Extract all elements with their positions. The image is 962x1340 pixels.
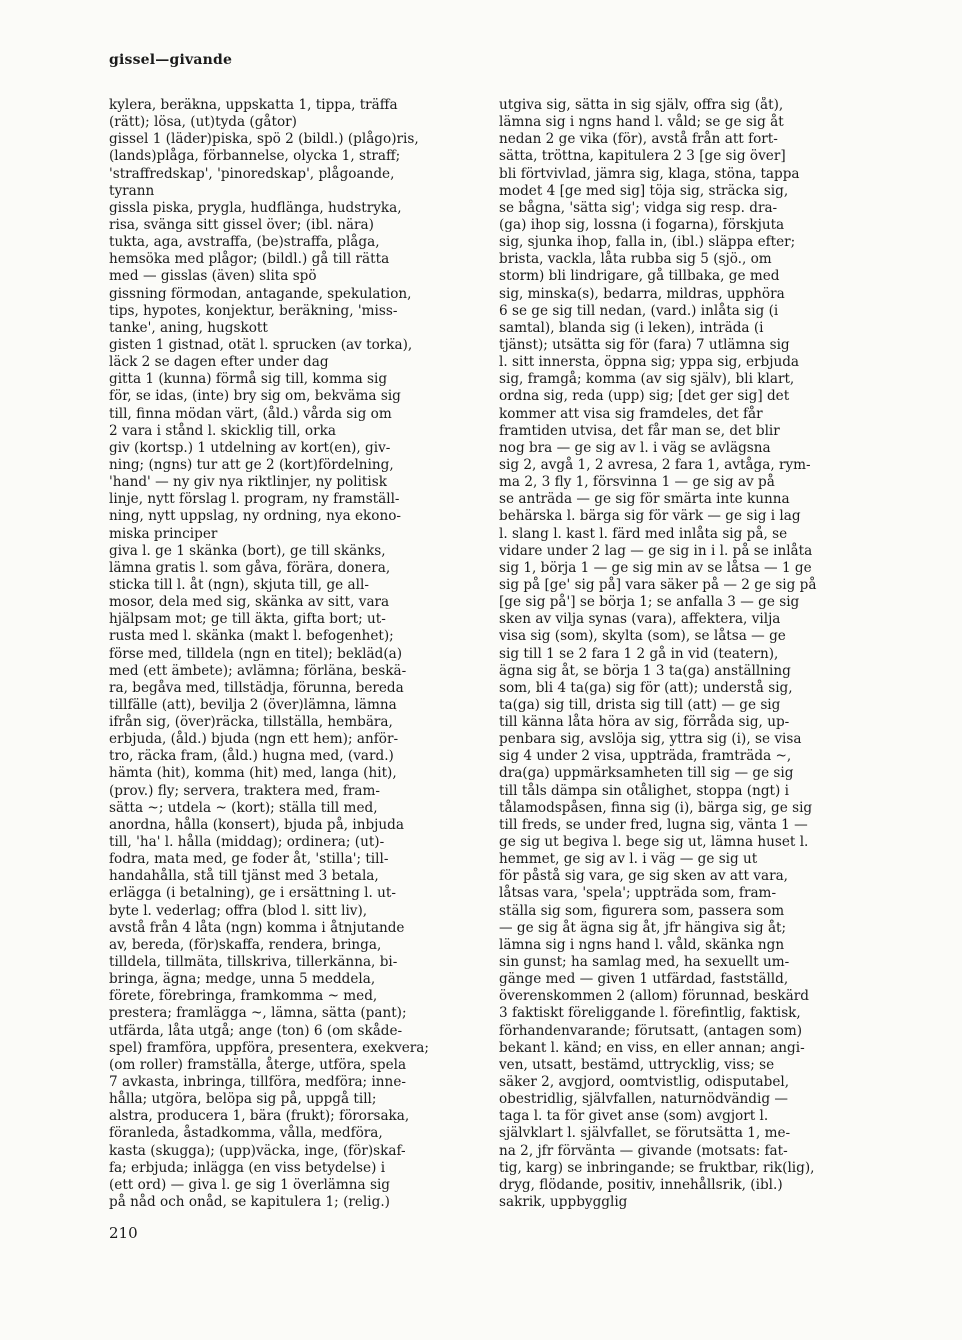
text-line: na 2, jfr förvänta — givande (motsats: fat- — [499, 1142, 788, 1159]
text-line: hålla; utgöra, belöpa sig på, uppgå till; — [109, 1091, 377, 1108]
text-line: byte l. vederlag; offra (blod l. sitt liv), — [109, 902, 368, 919]
text-line: framtiden utvisa, det får man se, det blir — [499, 422, 780, 439]
text-line: obestridlig, självfallen, naturnödvändig — — [499, 1091, 788, 1108]
text-line: risa, svänga sitt gissel över; (ibl. nära) — [109, 216, 374, 233]
text-line: förhandenvarande; förutsatt, (antagen som) — [499, 1022, 803, 1039]
text-line: (lands)plåga, förbannelse, olycka 1, straff; — [109, 148, 401, 165]
text-line: låtsas vara, 'spela'; uppträda som, fram- — [499, 885, 777, 902]
text-line: modet 4 [ge med sig] töja sig, sträcka sig, — [499, 182, 789, 199]
text-line: hämta (hit), komma (hit) med, langa (hit), — [109, 765, 397, 782]
text-line: till känna låta höra av sig, förråda sig, up- — [499, 714, 790, 731]
text-line: sken av vilja synas (vara), affektera, vilja — [499, 611, 781, 628]
text-line: för, se idas, (inte) bry sig om, bekväma sig — [109, 388, 401, 405]
text-line: till, finna mödan värt, (åld.) vårda sig om — [109, 405, 392, 422]
text-line: l. slang l. kast l. färd med inlåta sig på, se — [499, 525, 788, 542]
text-line: nedan 2 ge vika (för), avstå från att fort- — [499, 131, 778, 148]
text-line: som, bli 4 ta(ga) sig för (att); understå sig, — [499, 679, 793, 696]
text-line: prestera; framlägga ~, lämna, sätta (pant); — [109, 1005, 407, 1022]
text-line: kylera, beräkna, uppskatta 1, tippa, träffa — [109, 97, 398, 113]
text-line: tålamodspåsen, finna sig (i), bärga sig, ge sig — [499, 799, 813, 816]
text-line: hjälpsam mot; ge till äkta, gifta bort; ut- — [109, 611, 386, 628]
text-line: [ge sig på'] se börja 1; se anfalla 3 — ge sig — [499, 594, 800, 611]
text-line: med (ett ämbete); avlämna; förläna, beskä- — [109, 662, 407, 679]
text-line: behärska l. bärga sig för värk — ge sig i lag — [499, 508, 801, 525]
text-line: gänge med — given 1 utfärdad, fastställd, — [499, 971, 789, 988]
text-line: gissel 1 (läder)piska, spö 2 (bildl.) (plågo)ris, — [109, 131, 419, 148]
text-line: lämna sig i ngns hand l. våld, skänka ngn — [499, 936, 785, 953]
text-line: tjänst); utsätta sig för (fara) 7 utlämna sig — [499, 336, 790, 353]
text-line: rusta med l. skänka (makt l. befogenhet); — [109, 628, 394, 645]
text-line: sig till 1 se 2 fara 1 2 gå in vid (teatern), — [499, 645, 779, 662]
text-line: taga l. ta för givet anse (som) avgjort l. — [499, 1108, 769, 1125]
text-line: till freds, se under fred, lugna sig, vänta 1 — — [499, 816, 808, 833]
text-line: erbjuda, (åld.) bjuda (ngn ett hem); anför- — [109, 731, 399, 748]
text-line: tillfälle (att), bevilja 2 (över)lämna, lämna — [109, 696, 397, 713]
text-line: ning; (ngns) tur att ge 2 (kort)fördelning, — [109, 456, 394, 473]
page-header: gissel—givande — [109, 52, 233, 68]
text-line: (prov.) fly; servera, traktera med, fram- — [109, 782, 380, 799]
text-line: ning, nytt uppslag, ny ordning, nya ekono- — [109, 508, 402, 525]
text-line: med — gisslas (även) slita spö — [109, 268, 317, 285]
text-line: sticka till l. åt (ngn), skjuta till, ge all- — [109, 576, 369, 593]
text-line: överenskommen 2 (allom) förunnad, beskärd — [499, 988, 809, 1005]
text-line: ma 2, 3 fly 1, försvinna 1 — ge sig av på — [499, 474, 775, 491]
text-line: 'straffredskap', 'pinoredskap', plågoande, — [109, 165, 395, 182]
text-line: penbara sig, avslöja sig, yttra sig (i), se visa — [499, 731, 802, 748]
text-line: ra, begåva med, tillstädja, förunna, bereda — [109, 679, 404, 696]
text-line: tukta, aga, avstraffa, (be)straffa, plåga, — [109, 234, 380, 251]
text-line: giv (kortsp.) 1 utdelning av kort(en), giv- — [109, 439, 391, 456]
text-line: brista, vackla, låta rubba sig 5 (sjö., om — [499, 251, 772, 268]
text-line: ifrån sig, (över)räcka, tillställa, hembära, — [109, 714, 393, 731]
text-line: utgiva sig, sätta in sig själv, offra sig (åt), — [499, 97, 784, 113]
text-line: fodra, mata med, ge foder åt, 'stilla'; till- — [109, 851, 389, 868]
text-line: ven, utsatt, bestämd, uttrycklig, viss; se — [499, 1056, 775, 1073]
text-line: sig på [ge' sig på] vara säker på — 2 ge sig på — [499, 576, 817, 593]
text-line: giva l. ge 1 skänka (bort), ge till skänks, — [109, 542, 386, 559]
page-number: 210 — [109, 1224, 138, 1242]
text-line: spel) framföra, uppföra, presentera, exekvera; — [109, 1039, 429, 1056]
text-line: gisten 1 gistnad, otät l. sprucken (av torka), — [109, 336, 413, 353]
text-line: föranleda, åstadkomma, vålla, medföra, — [109, 1125, 383, 1142]
text-line: 3 faktiskt föreliggande l. förefintlig, faktisk, — [499, 1005, 801, 1022]
text-line: gissning förmodan, antagande, spekulation, — [109, 285, 412, 302]
text-line: gitta 1 (kunna) förmå sig till, komma sig — [109, 371, 388, 388]
text-line: 6 se ge sig till nedan, (vard.) inlåta sig (i — [499, 302, 779, 319]
text-line: ordna sig, reda (upp) sig; [det ger sig] det — [499, 388, 790, 405]
text-line: förete, förebringa, framkomma ~ med, — [109, 988, 378, 1005]
text-line: dra(ga) uppmärksamheten till sig — ge sig — [499, 765, 794, 782]
text-line: l. sitt innersta, öppna sig; yppa sig, erbjuda — [499, 354, 800, 371]
text-line: sätta, tröttna, kapitulera 2 3 [ge sig över] — [499, 148, 786, 165]
text-line: sig, framgå; komma (av sig själv), bli klart, — [499, 371, 795, 388]
text-line: sig 2, avgå 1, 2 avresa, 2 fara 1, avtåga, rym- — [499, 456, 811, 473]
left-column — [109, 97, 467, 1211]
text-line: bringa, ägna; medge, unna 5 meddela, — [109, 971, 376, 988]
text-line: fa; erbjuda; inlägga (en viss betydelse) i — [109, 1159, 386, 1176]
text-line: sin gunst; ha samlag med, ha sexuellt um- — [499, 954, 790, 971]
text-line: 'hand' — ny giv nya riktlinjer, ny politisk — [109, 474, 387, 491]
text-line: (rätt); lösa, (ut)tyda (gåtor) — [109, 114, 297, 131]
text-line: (om roller) framställa, återge, utföra, spela — [109, 1056, 407, 1073]
text-line: sig, sjunka ihop, falla in, (ibl.) släppa efter; — [499, 234, 796, 251]
text-line: sig 4 under 2 visa, uppträda, framträda ~, — [499, 748, 792, 765]
text-line: av, bereda, (för)skaffa, rendera, bringa, — [109, 936, 382, 953]
text-line: samtal), blanda sig (i leken), inträda (i — [499, 319, 764, 336]
text-line: vidare under 2 lag — ge sig in i l. på se inlåta — [499, 542, 813, 559]
text-line: bekant l. känd; en viss, en eller annan; angi- — [499, 1039, 805, 1056]
text-line: sakrik, uppbygglig — [499, 1194, 628, 1210]
text-line: förse med, tilldela (ngn en titel); bekläd(a) — [109, 645, 403, 662]
text-line: tanke', aning, hugskott — [109, 319, 268, 336]
text-line: visa sig (som), skylta (som), se låtsa — ge — [499, 628, 786, 645]
text-line: dryg, flödande, positiv, innehållsrik, (ibl.) — [499, 1176, 783, 1193]
text-line: bli förtvivlad, jämra sig, klaga, stöna, tappa — [499, 165, 800, 182]
text-line: anordna, hålla (konsert), bjuda på, inbjuda — [109, 816, 404, 833]
text-line: (ga) ihop sig, lossna (i fogarna), förskjuta — [499, 216, 785, 233]
text-line: tips, hypotes, konjektur, beräkning, 'miss- — [109, 302, 398, 319]
text-line: kasta (skugga); (upp)väcka, inge, (för)skaf- — [109, 1142, 406, 1159]
text-line: nog bra — ge sig av l. i väg se avlägsna — [499, 439, 771, 456]
text-line: storm) bli lindrigare, gå tillbaka, ge med — [499, 268, 780, 285]
text-line: gissla piska, prygla, hudflänga, hudstryka, — [109, 199, 402, 216]
text-line: — ge sig åt ägna sig åt, jfr hängiva sig åt; — [499, 919, 787, 936]
text-line: handahålla, stå till tjänst med 3 betala, — [109, 868, 379, 885]
right-column — [499, 97, 851, 1211]
text-line: ägna sig åt, se börja 1 3 ta(ga) anställning — [499, 662, 791, 679]
text-line: på nåd och onåd, se kapitulera 1; (relig.) — [109, 1194, 390, 1210]
text-line: miska principer — [109, 525, 218, 542]
text-line: självklart l. självfallet, se förutsätta 1, me- — [499, 1125, 791, 1142]
text-line: ge sig ut begiva l. bege sig ut, lämna huset l. — [499, 834, 809, 851]
text-line: kommer att visa sig framdeles, det får — [499, 405, 763, 422]
text-line: ta(ga) sig till, drista sig till (att) — ge sig — [499, 696, 781, 713]
text-line: alstra, producera 1, bära (frukt); förorsaka, — [109, 1108, 410, 1125]
text-line: mosor, dela med sig, skänka av sitt, vara — [109, 594, 390, 611]
text-line: sig 1, börja 1 — ge sig min av se låtsa — 1 ge — [499, 559, 812, 576]
text-line: till tåls dämpa sin otålighet, stoppa (ngt) i — [499, 782, 789, 799]
text-line: sig, minska(s), bedarra, mildras, upphöra — [499, 285, 785, 302]
text-line: tig, karg) se inbringande; se fruktbar, rik(lig), — [499, 1159, 815, 1176]
text-line: (ett ord) — giva l. ge sig 1 överlämna sig — [109, 1176, 391, 1193]
text-line: linje, nytt förslag l. program, ny framställ- — [109, 491, 400, 508]
text-line: ställa sig som, figurera som, passera som — [499, 902, 785, 919]
text-line: säker 2, avgjord, oomtvistlig, odisputabel, — [499, 1074, 790, 1091]
text-line: tilldela, tillmäta, tillskriva, tillerkänna, bi- — [109, 954, 398, 971]
text-line: 7 avkasta, inbringa, tillföra, medföra; inne- — [109, 1074, 406, 1091]
text-line: 2 vara i stånd l. skicklig till, orka — [109, 422, 336, 439]
text-line: sätta ~; utdela ~ (kort); ställa till med, — [109, 799, 378, 816]
text-line: erlägga (i betalning), ge i ersättning l. ut- — [109, 885, 396, 902]
text-line: lämna gratis l. som gåva, förära, donera, — [109, 559, 391, 576]
text-line: hemmet, ge sig av l. i väg — ge sig ut — [499, 851, 758, 868]
text-line: för påstå sig vara, ge sig sken av att vara, — [499, 868, 788, 885]
text-line: tyrann — [109, 182, 155, 199]
text-line: se anträda — ge sig för smärta inte kunna — [499, 491, 790, 508]
text-line: utfärda, låta utgå; ange (ton) 6 (om skåde- — [109, 1022, 403, 1039]
text-line: tro, räcka fram, (åld.) hugna med, (vard.) — [109, 748, 394, 765]
text-line: hemsöka med plågor; (bildl.) gå till rätta — [109, 251, 390, 268]
text-line: till, 'ha' l. hålla (middag); ordinera; (ut)- — [109, 834, 385, 851]
text-line: se bågna, 'sätta sig'; vidga sig resp. dra- — [499, 199, 778, 216]
text-line: lämna sig i ngns hand l. våld; se ge sig åt — [499, 114, 784, 131]
text-line: läck 2 se dagen efter under dag — [109, 354, 329, 371]
text-line: avstå från 4 låta (ngn) komma i åtnjutande — [109, 919, 405, 936]
